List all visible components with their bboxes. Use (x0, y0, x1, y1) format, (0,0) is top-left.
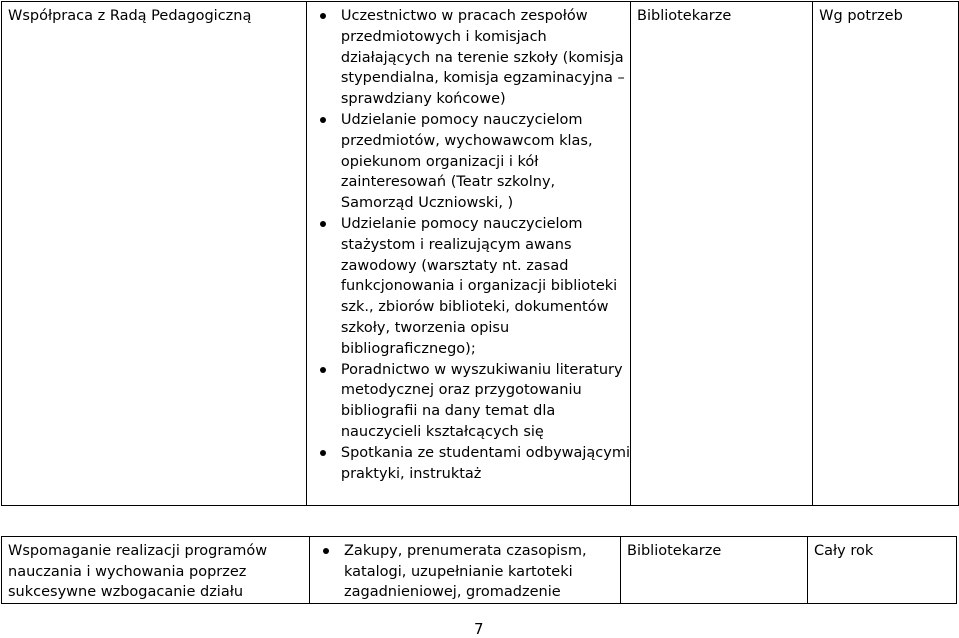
area-cell (2, 2, 307, 506)
responsible-text: Bibliotekarze (637, 8, 732, 24)
list-item (307, 443, 630, 485)
task-line: zainteresowań (Teatr szkolny, (340, 174, 556, 191)
task-list (310, 537, 620, 603)
task-list (307, 2, 630, 484)
deadline-text: Cały rok (814, 543, 874, 559)
task-line: praktyki, instruktaż (340, 465, 482, 482)
area-cell (2, 537, 310, 604)
task-line: zagadnieniowej, gromadzenie (344, 584, 561, 600)
area-line: nauczania i wychowania poprzez (8, 563, 247, 580)
responsible-text: Bibliotekarze (627, 543, 722, 559)
task-line: Poradnictwo w wyszukiwaniu literatury (340, 361, 623, 378)
task-line: szkoły, tworzenia opisu (340, 319, 510, 336)
responsible-cell (621, 537, 808, 604)
tasks-cell (306, 2, 630, 506)
list-item (307, 214, 630, 360)
task-line: metodycznej oraz przygotowaniu (340, 382, 582, 399)
bullet-icon (320, 221, 326, 227)
deadline-text: Wg potrzeb (819, 8, 903, 24)
area-line: sukcesywne wzbogacanie działu (8, 584, 244, 600)
task-line: Uczestnictwo w pracach zespołów (340, 8, 588, 24)
plan-table-upper (1, 1, 959, 506)
task-line: działających na terenie szkoły (komisja (340, 49, 624, 66)
task-line: Spotkania ze studentami odbywającymi (340, 444, 631, 461)
task-line: Udzielanie pomocy nauczycielom (340, 111, 583, 128)
task-line: przedmiotowych i komisjach (340, 28, 547, 45)
list-item (307, 360, 630, 443)
area-text (2, 2, 306, 27)
responsible-cell (631, 2, 813, 506)
task-line: zawodowy (warsztaty nt. zasad (340, 257, 569, 274)
task-line: opiekunom organizacji i kół (340, 153, 539, 170)
list-item (307, 110, 630, 214)
table-row (2, 2, 959, 506)
page-number: 7 (474, 620, 484, 638)
deadline-cell (808, 537, 957, 604)
task-line: stażystom i realizującym awans (340, 236, 572, 253)
tasks-cell (310, 537, 621, 604)
bullet-icon (320, 13, 326, 19)
deadline-cell (813, 2, 959, 506)
bullet-icon (320, 117, 326, 123)
task-line: szk., zbiorów biblioteki, dokumentów (340, 299, 609, 316)
task-line: stypendialna, komisja egzaminacyjna – (340, 70, 625, 87)
list-item (307, 6, 630, 110)
bullet-icon (320, 367, 326, 373)
task-line: nauczycieli kształcących się (340, 423, 544, 440)
task-line: przedmiotów, wychowawcom klas, (340, 132, 593, 149)
task-line: Udzielanie pomocy nauczycielom (340, 215, 583, 232)
area-line: Współpraca z Radą Pedagogiczną (8, 8, 252, 24)
area-text (2, 537, 309, 603)
task-line: bibliografii na dany temat dla (340, 403, 556, 420)
task-line: Zakupy, prenumerata czasopism, (344, 543, 587, 559)
bullet-icon (320, 450, 326, 456)
task-line: Samorząd Uczniowski, ) (340, 195, 514, 212)
list-item (310, 541, 620, 603)
plan-table-lower (1, 536, 957, 604)
task-line: funkcjonowania i organizacji biblioteki (340, 278, 618, 295)
bullet-icon (323, 548, 329, 554)
table-row (2, 537, 957, 604)
task-line: katalogi, uzupełnianie kartoteki (344, 563, 573, 580)
task-line: sprawdziany końcowe) (340, 91, 506, 108)
task-line: bibliograficznego); (340, 340, 476, 357)
area-line: Wspomaganie realizacji programów (8, 543, 268, 559)
